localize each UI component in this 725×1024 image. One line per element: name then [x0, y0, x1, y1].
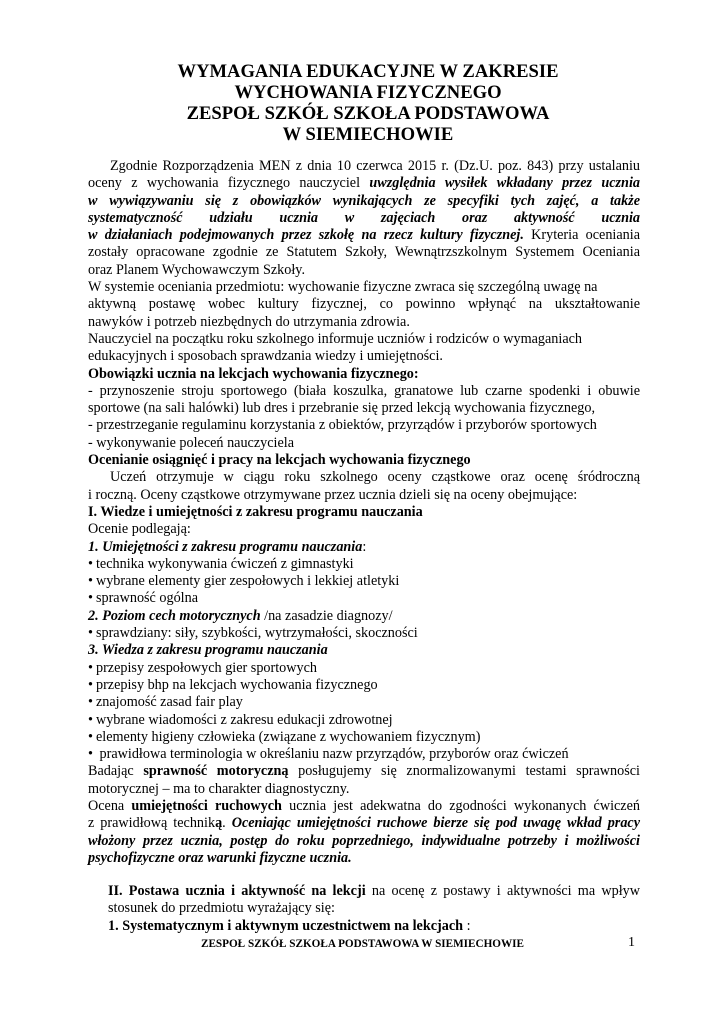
list-item: - wykonywanie poleceń nauczyciela — [88, 434, 295, 451]
text-run: ucznia jest adekwatna do zgodności wykonanych ćwiczeń — [281, 797, 640, 814]
bullet-item: • sprawdziany: siły, szybkości, wytrzymałości, skoczności — [88, 625, 640, 642]
subsection-heading — [88, 608, 640, 625]
list-item: - przynoszenie stroju sportowego (biała koszulka, granatowe lub czarne spodenki i obuwie — [88, 382, 640, 399]
text-line: W systemie oceniania przedmiotu: wychowanie fizyczne zwraca się szczególną uwagę na — [88, 279, 598, 296]
title-line: WYCHOWANIA FIZYCZNEGO — [234, 82, 502, 103]
emphasis-text: 1. Systematycznym i aktywnym uczestnictwem na lekcjach — [108, 917, 464, 934]
text-line: edukacyjnych i sposobach sprawdzania wiedzy i umiejętności. — [88, 348, 443, 365]
text-line: motorycznej – ma to charakter diagnostyczny. — [88, 780, 350, 797]
text-run: Ocena — [88, 797, 132, 814]
text-line — [88, 175, 640, 192]
bullet-item: • znajomość zasad fair play — [88, 694, 640, 711]
text-run: : — [362, 538, 367, 555]
subsection-heading: 3. Wiedza z zakresu programu nauczania — [88, 642, 328, 659]
text-line: aktywną postawę wobec kultury fizycznej, co powinno wpłynąć na ukształtowanie — [88, 296, 640, 313]
text-line: nawyków i potrzeb niezbędnych do utrzymania zdrowia. — [88, 313, 410, 330]
emphasis-line: systematyczność udziału ucznia w zajęciach oraz aktywność ucznia — [88, 209, 640, 226]
text-line: Nauczyciel na początku roku szkolnego informuje uczniów i rodziców o wymaganiach — [88, 330, 583, 347]
text-run: z prawidłową technik — [88, 815, 216, 832]
spacer — [88, 867, 640, 883]
text-line — [108, 883, 640, 900]
text-line: oraz Planem Wychowawczym Szkoły. — [88, 261, 306, 278]
document-title — [88, 61, 648, 145]
text-line — [88, 815, 640, 832]
emphasis-text: 2. Poziom cech motorycznych — [88, 607, 261, 624]
bullet-item: • wybrane wiadomości z zakresu edukacji zdrowotnej — [88, 712, 640, 729]
text-run: . — [222, 815, 232, 832]
text-line: Ocenie podlegają: — [88, 521, 191, 538]
movement-paragraph — [88, 798, 640, 867]
list-item: - przestrzeganie regulaminu korzystania z obiektów, przyrządów i przyborów sportowych — [88, 417, 597, 434]
subsection-heading — [88, 539, 640, 556]
emphasis-text: umiejętności ruchowych — [131, 797, 282, 814]
motor-paragraph — [88, 763, 640, 798]
emphasis-text: 1. Umiejętności z zakresu programu nauczania — [88, 538, 363, 555]
assessment-section — [88, 452, 640, 504]
intro-paragraph — [88, 158, 640, 279]
page-number: 1 — [628, 935, 635, 950]
emphasis-text: sprawność motoryczną — [143, 763, 289, 780]
text-line — [88, 227, 640, 244]
emphasis-line: włożony przez ucznia, postęp do roku poprzedniego, indywidualne potrzeby i możliwości — [88, 832, 640, 849]
bullet-item: • przepisy zespołowych gier sportowych — [88, 660, 640, 677]
section-2 — [88, 883, 640, 935]
text-run: /na zasadzie diagnozy/ — [260, 607, 393, 624]
section-heading: Ocenianie osiągnięć i pracy na lekcjach wychowania fizycznego — [88, 452, 471, 469]
text-line: i roczną. Oceny cząstkowe otrzymywane przez ucznia dzieli się na oceny obejmujące: — [88, 486, 578, 503]
text-run: Kryteria oceniania — [523, 227, 640, 244]
section-heading: I. Wiedze i umiejętności z zakresu programu nauczania — [88, 503, 423, 520]
section-1 — [88, 504, 640, 763]
system-paragraph — [88, 279, 640, 331]
emphasis-text: ą — [215, 815, 223, 832]
bullet-item: • technika wykonywania ćwiczeń z gimnastyki — [88, 556, 640, 573]
text-line: Zgodnie Rozporządzenia MEN z dnia 10 czerwca 2015 r. (Dz.U. poz. 843) przy ustalaniu — [110, 158, 640, 174]
text-line: zostały opracowane zgodnie ze Statutem Szkoły, Wewnątrzszkolnym Systemem Oceniania — [88, 244, 640, 261]
text-line — [88, 798, 640, 815]
bullet-item: • elementy higieny człowieka (związane z wychowaniem fizycznym) — [88, 729, 640, 746]
title-line: W SIEMIECHOWIE — [282, 124, 454, 145]
title-line: ZESPOŁ SZKÓŁ SZKOŁA PODSTAWOWA — [186, 103, 550, 124]
document-body — [88, 158, 640, 935]
section-heading: II. Postawa ucznia i aktywność na lekcji — [108, 883, 366, 900]
emphasis-text: Oceniając umiejętności ruchowe bierze się pod uwagę wkład pracy — [231, 815, 641, 832]
text-run: posługujemy się znormalizowanymi testami sprawności — [288, 763, 641, 780]
list-item: sportowe (na sali halówki) lub dres i przebranie się przed lekcją wychowania fizycznego, — [88, 400, 596, 417]
emphasis-line: w wywiązywaniu się z obowiązków wynikających ze specyfiki tych zajęć, a także — [88, 192, 640, 209]
text-line: Uczeń otrzymuje w ciągu roku szkolnego oceny cząstkowe oraz ocenę śródroczną — [110, 469, 640, 486]
bullet-item: • przepisy bhp na lekcjach wychowania fizycznego — [88, 677, 640, 694]
list-item — [108, 918, 640, 935]
bullet-item: • prawidłowa terminologia w określaniu nazw przyrządów, przyborów oraz ćwiczeń — [88, 746, 640, 763]
emphasis-line: psychofizyczne oraz warunki fizyczne ucznia. — [88, 849, 352, 866]
duties-section — [88, 366, 640, 452]
teacher-paragraph — [88, 331, 640, 366]
bullet-item: • wybrane elementy gier zespołowych i lekkiej atletyki — [88, 573, 640, 590]
emphasis-text: w działaniach podejmowanych przez szkołę na rzecz kultury fizycznej. — [88, 227, 524, 244]
title-line: WYMAGANIA EDUKACYJNE W ZAKRESIE — [177, 61, 559, 82]
page-footer: ZESPOŁ SZKÓŁ SZKOŁA PODSTAWOWA W SIEMIECHOWIE — [201, 938, 524, 950]
text-run: Badając — [88, 763, 144, 780]
text-line: stosunek do przedmiotu wyrażający się: — [108, 900, 335, 917]
section-heading: Obowiązki ucznia na lekcjach wychowania fizycznego: — [88, 365, 419, 382]
text-run: na ocenę z postawy i aktywności ma wpływ — [365, 883, 640, 900]
emphasis-text: uwzględnia wysiłek wkładany przez ucznia — [369, 175, 640, 192]
text-line — [88, 763, 640, 780]
text-run: oceny z wychowania fizycznego nauczyciel — [88, 175, 370, 192]
bullet-item: • sprawność ogólna — [88, 590, 640, 607]
text-run: : — [463, 917, 471, 934]
